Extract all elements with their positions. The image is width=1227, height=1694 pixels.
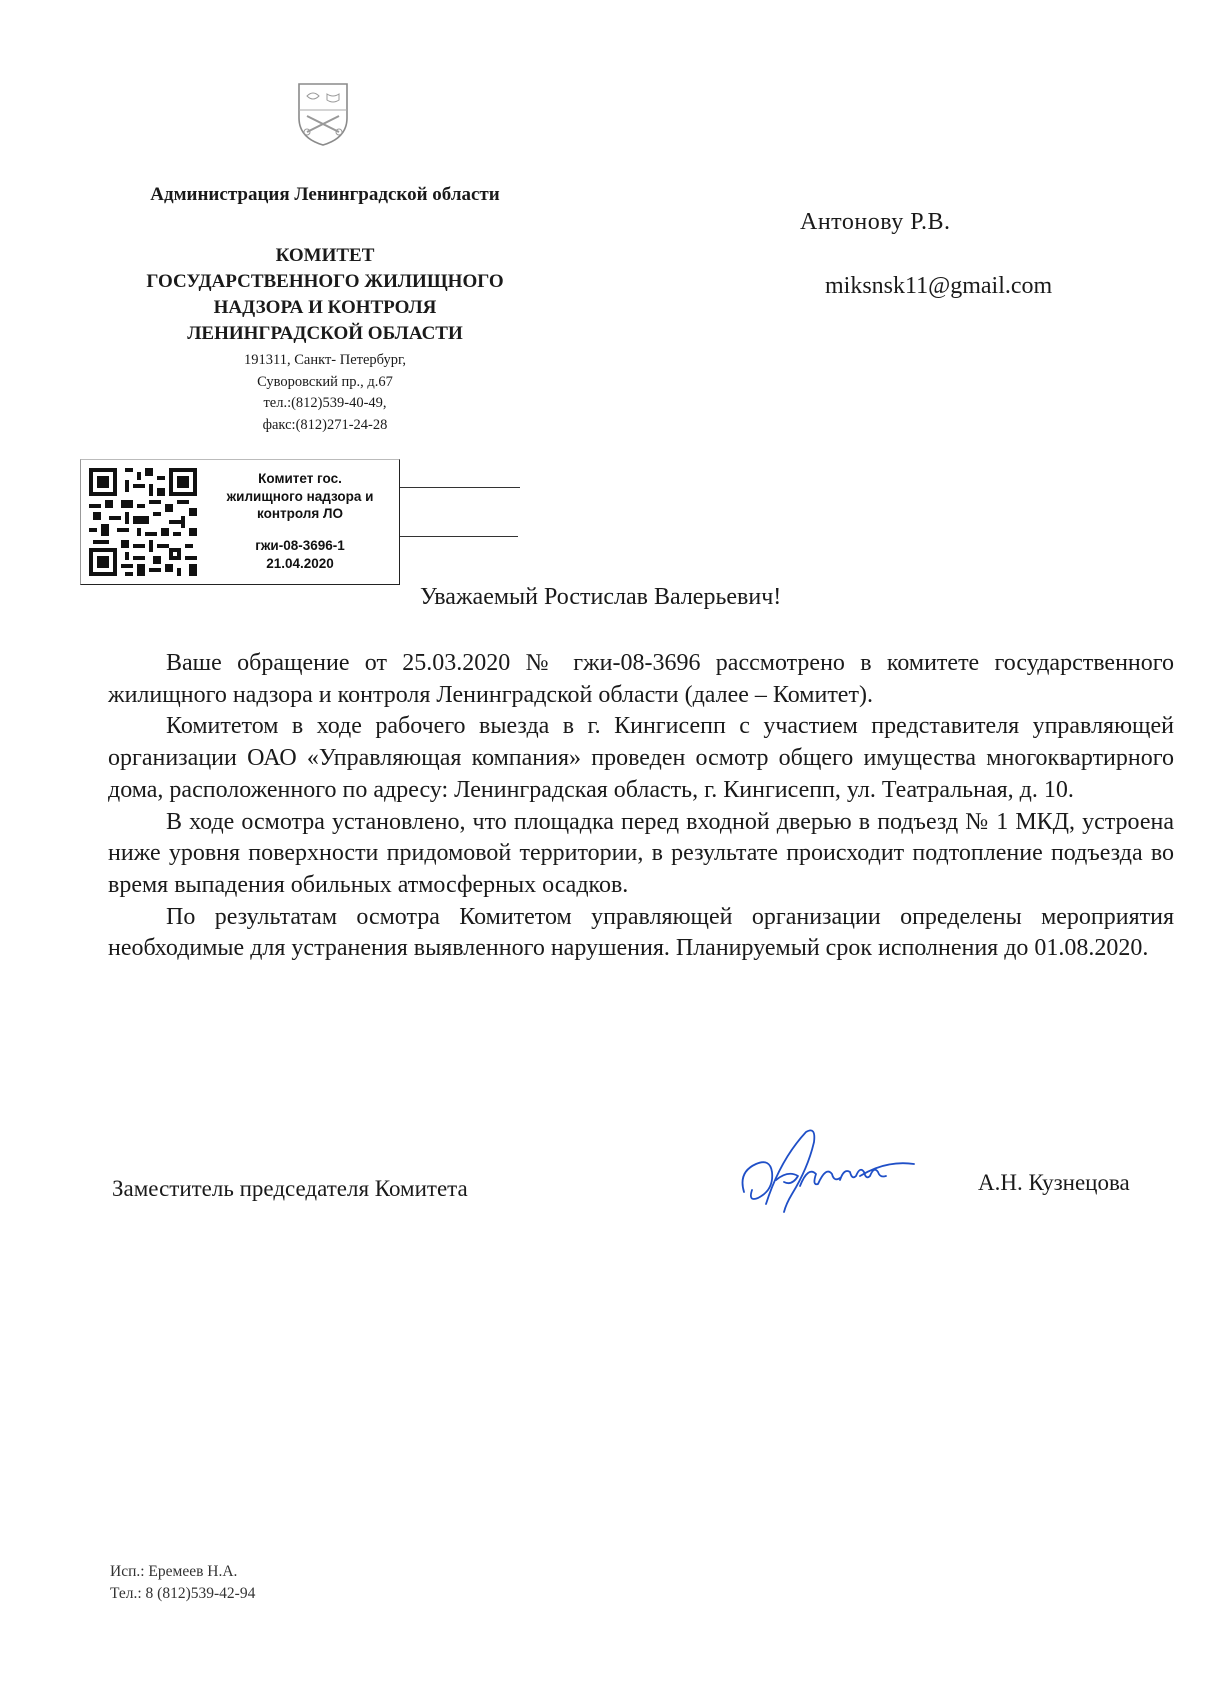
registration-line: [400, 536, 518, 537]
executor-contact: [110, 1561, 255, 1605]
administration-title: Администрация Ленинградской области: [150, 184, 500, 205]
signer-name: А.Н. Кузнецова: [978, 1170, 1130, 1195]
body-paragraph: Комитетом в ходе рабочего выезда в г. Кингисепп с участием представителя управляющей организации ОАО «Управляющая компания» проведен осмотр общего имущества многоквартирного дома, расположенного по адресу: Ленинградская область, г. Кингисепп, ул. Театральная, д. 10.: [108, 713, 1174, 803]
committee-line: НАДЗОРА И КОНТРОЛЯ: [213, 297, 437, 318]
committee-line: ЛЕНИНГРАДСКОЙ ОБЛАСТИ: [187, 323, 463, 344]
address-line: 191311, Санкт- Петербург,: [244, 352, 406, 368]
stamp-reg-number: гжи-08-3696-1: [255, 538, 345, 553]
address-line: тел.:(812)539-40-49,: [263, 395, 387, 411]
executor-phone: Тел.: 8 (812)539-42-94: [110, 1585, 256, 1602]
coat-of-arms-icon: [293, 80, 353, 148]
body-paragraph: По результатам осмотра Комитетом управляющей организации определены мероприятия необходимые для устранения выявленного нарушения. Планируемый срок исполнения до 01.08.2020.: [108, 903, 1174, 962]
stamp-registration: [205, 537, 395, 572]
recipient-email: miksnsk11@gmail.com: [825, 273, 1053, 299]
recipient-name: Антонову Р.В.: [800, 209, 951, 235]
stamp-organization: [205, 470, 395, 523]
body-paragraph: Ваше обращение от 25.03.2020 № гжи-08-3696 рассмотрено в комитете государственного жилищного надзора и контроля Ленинградской области (далее – Комитет).: [108, 650, 1174, 708]
registration-line: [400, 487, 520, 488]
registration-stamp: [80, 459, 400, 585]
qr-code-icon: [89, 468, 197, 576]
body-paragraph: В ходе осмотра установлено, что площадка перед входной дверью в подъезд № 1 МКД, устроена ниже уровня поверхности придомовой территории, в результате происходит подтопление подъезда во время выпадения обильных атмосферных осадков.: [108, 808, 1174, 898]
stamp-org-line: жилищного надзора и: [226, 488, 374, 504]
salutation: Уважаемый Ростислав Валерьевич!: [420, 584, 782, 610]
committee-line: ГОСУДАРСТВЕННОГО ЖИЛИЩНОГО: [146, 271, 504, 292]
committee-title: [100, 243, 550, 347]
signer-position: Заместитель председателя Комитета: [112, 1176, 468, 1201]
committee-line: КОМИТЕТ: [275, 245, 375, 266]
stamp-org-line: контроля ЛО: [257, 506, 343, 521]
committee-address: [180, 350, 470, 436]
letter-body: [108, 648, 1174, 965]
address-line: факс:(812)271-24-28: [262, 416, 388, 433]
stamp-org-line: Комитет гос.: [258, 471, 342, 486]
executor-name: Исп.: Еремеев Н.А.: [110, 1563, 238, 1580]
handwritten-signature-icon: [736, 1120, 926, 1220]
stamp-reg-date: 21.04.2020: [266, 555, 334, 571]
address-line: Суворовский пр., д.67: [257, 373, 393, 390]
